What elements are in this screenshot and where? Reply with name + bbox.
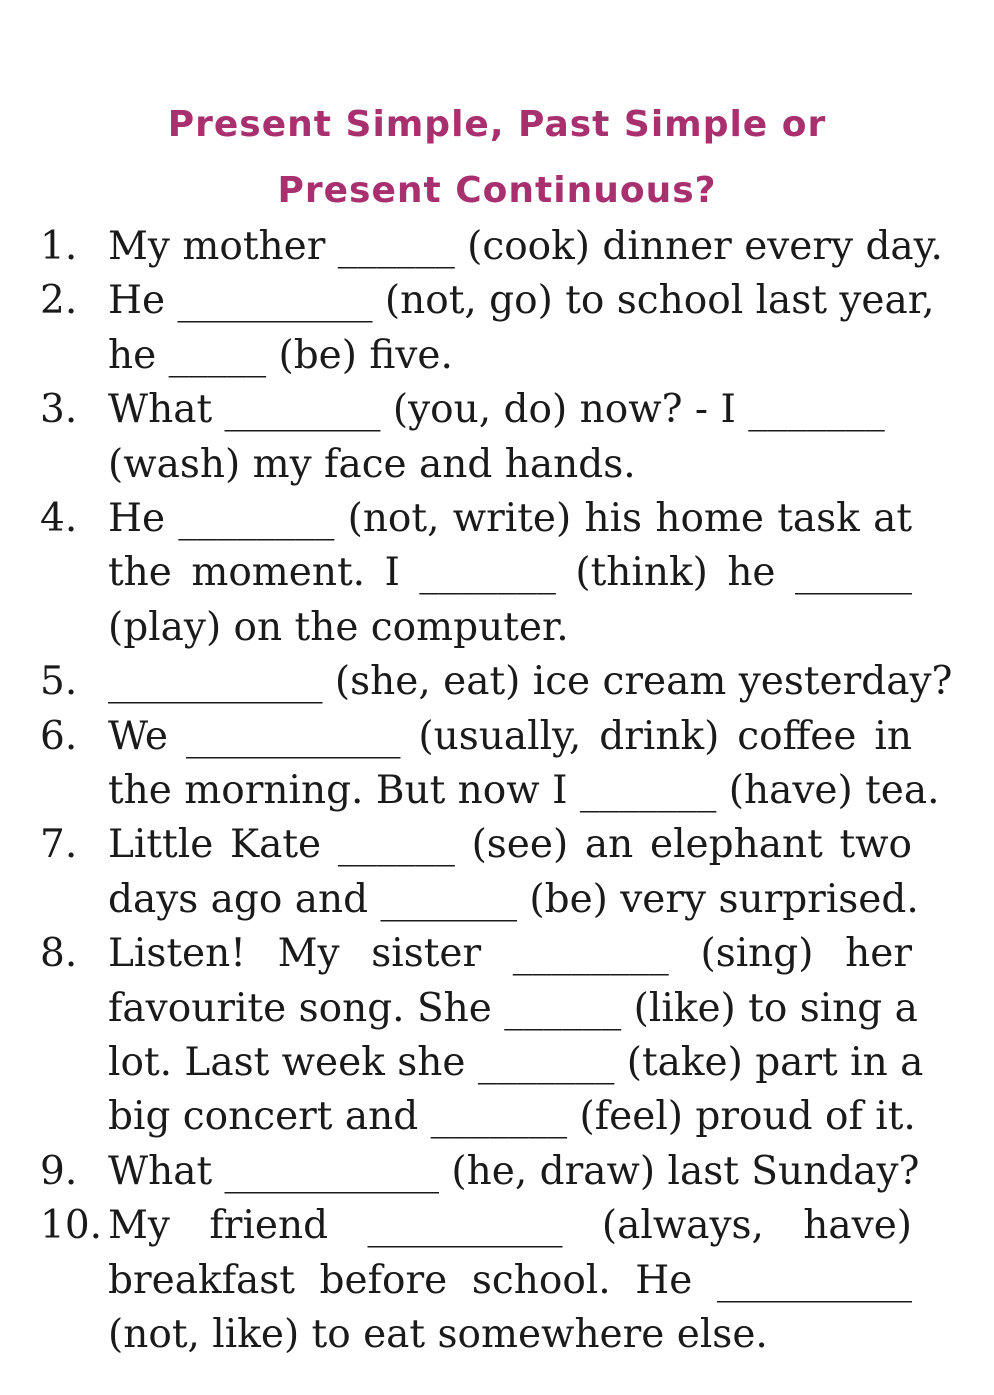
exercise-line — [0, 1199, 994, 1253]
exercise-line — [0, 546, 994, 600]
exercise-number: 7. — [40, 822, 78, 868]
exercise-line — [0, 655, 994, 709]
exercise-text: (wash) my face and hands. — [108, 441, 636, 487]
exercise-text: days ago and _______ (be) very surprised. — [108, 876, 919, 922]
exercise-line — [0, 982, 994, 1036]
exercise-text: the morning. But now I _______ (have) tea. — [108, 768, 940, 813]
exercise-text: lot. Last week she _______ (take) part in a — [108, 1040, 924, 1085]
exercise-text: My mother ______ (cook) dinner every day. — [108, 224, 943, 269]
exercise-text: favourite song. She ______ (like) to sing a — [108, 985, 918, 1031]
exercise-text: He __________ (not, go) to school last year, — [108, 278, 935, 324]
exercise-text: (not, like) to eat somewhere else. — [108, 1312, 768, 1357]
exercise-line — [0, 601, 994, 655]
exercise-text: he _____ (be) five. — [108, 332, 453, 378]
worksheet-title-line-1: Present Simple, Past Simple or — [167, 104, 827, 145]
exercise-line — [0, 1145, 994, 1199]
exercise-text: big concert and _______ (feel) proud of it. — [108, 1094, 916, 1140]
exercise-number: 2. — [40, 278, 78, 324]
exercise-text: Listen! My sister ________ (sing) her — [108, 931, 912, 977]
exercise-line — [0, 1308, 994, 1362]
exercise-number: 8. — [40, 931, 78, 977]
exercise-line — [0, 710, 994, 764]
exercise-text: (play) on the computer. — [108, 604, 569, 650]
exercise-text: the moment. I _______ (think) he ______ — [108, 550, 912, 596]
exercise-text: breakfast before school. He __________ — [108, 1257, 912, 1303]
exercise-text: Little Kate ______ (see) an elephant two — [108, 822, 912, 868]
exercise-text: What ________ (you, do) now? - I _______ — [108, 387, 885, 433]
exercise-line — [0, 329, 994, 383]
exercise-line — [0, 274, 994, 328]
exercise-line — [0, 492, 994, 546]
exercise-number: 6. — [40, 713, 78, 759]
exercise-number: 1. — [40, 224, 78, 269]
exercise-number: 5. — [40, 659, 78, 705]
exercise-line — [0, 873, 994, 927]
exercise-line — [0, 818, 994, 872]
exercise-line — [0, 383, 994, 437]
exercise-text: ___________ (she, eat) ice cream yesterday? — [108, 659, 953, 705]
exercise-line — [0, 1090, 994, 1144]
exercise-text: He ________ (not, write) his home task at — [108, 496, 912, 541]
exercise-line — [0, 438, 994, 492]
exercise-number: 10. — [40, 1203, 103, 1249]
exercise-number: 3. — [40, 387, 78, 433]
worksheet-title-line-2: Present Continuous? — [277, 170, 717, 211]
exercise-number: 4. — [40, 496, 78, 541]
exercise-line — [0, 764, 994, 818]
exercise-line — [0, 927, 994, 981]
exercise-number: 9. — [40, 1148, 78, 1194]
exercise-line — [0, 1036, 994, 1090]
exercise-text: What ___________ (he, draw) last Sunday? — [108, 1148, 920, 1194]
exercise-text: We ___________ (usually, drink) coffee in — [108, 713, 912, 759]
exercise-line — [0, 220, 994, 274]
exercise-text: My friend __________ (always, have) — [108, 1203, 912, 1249]
exercise-line — [0, 1254, 994, 1308]
